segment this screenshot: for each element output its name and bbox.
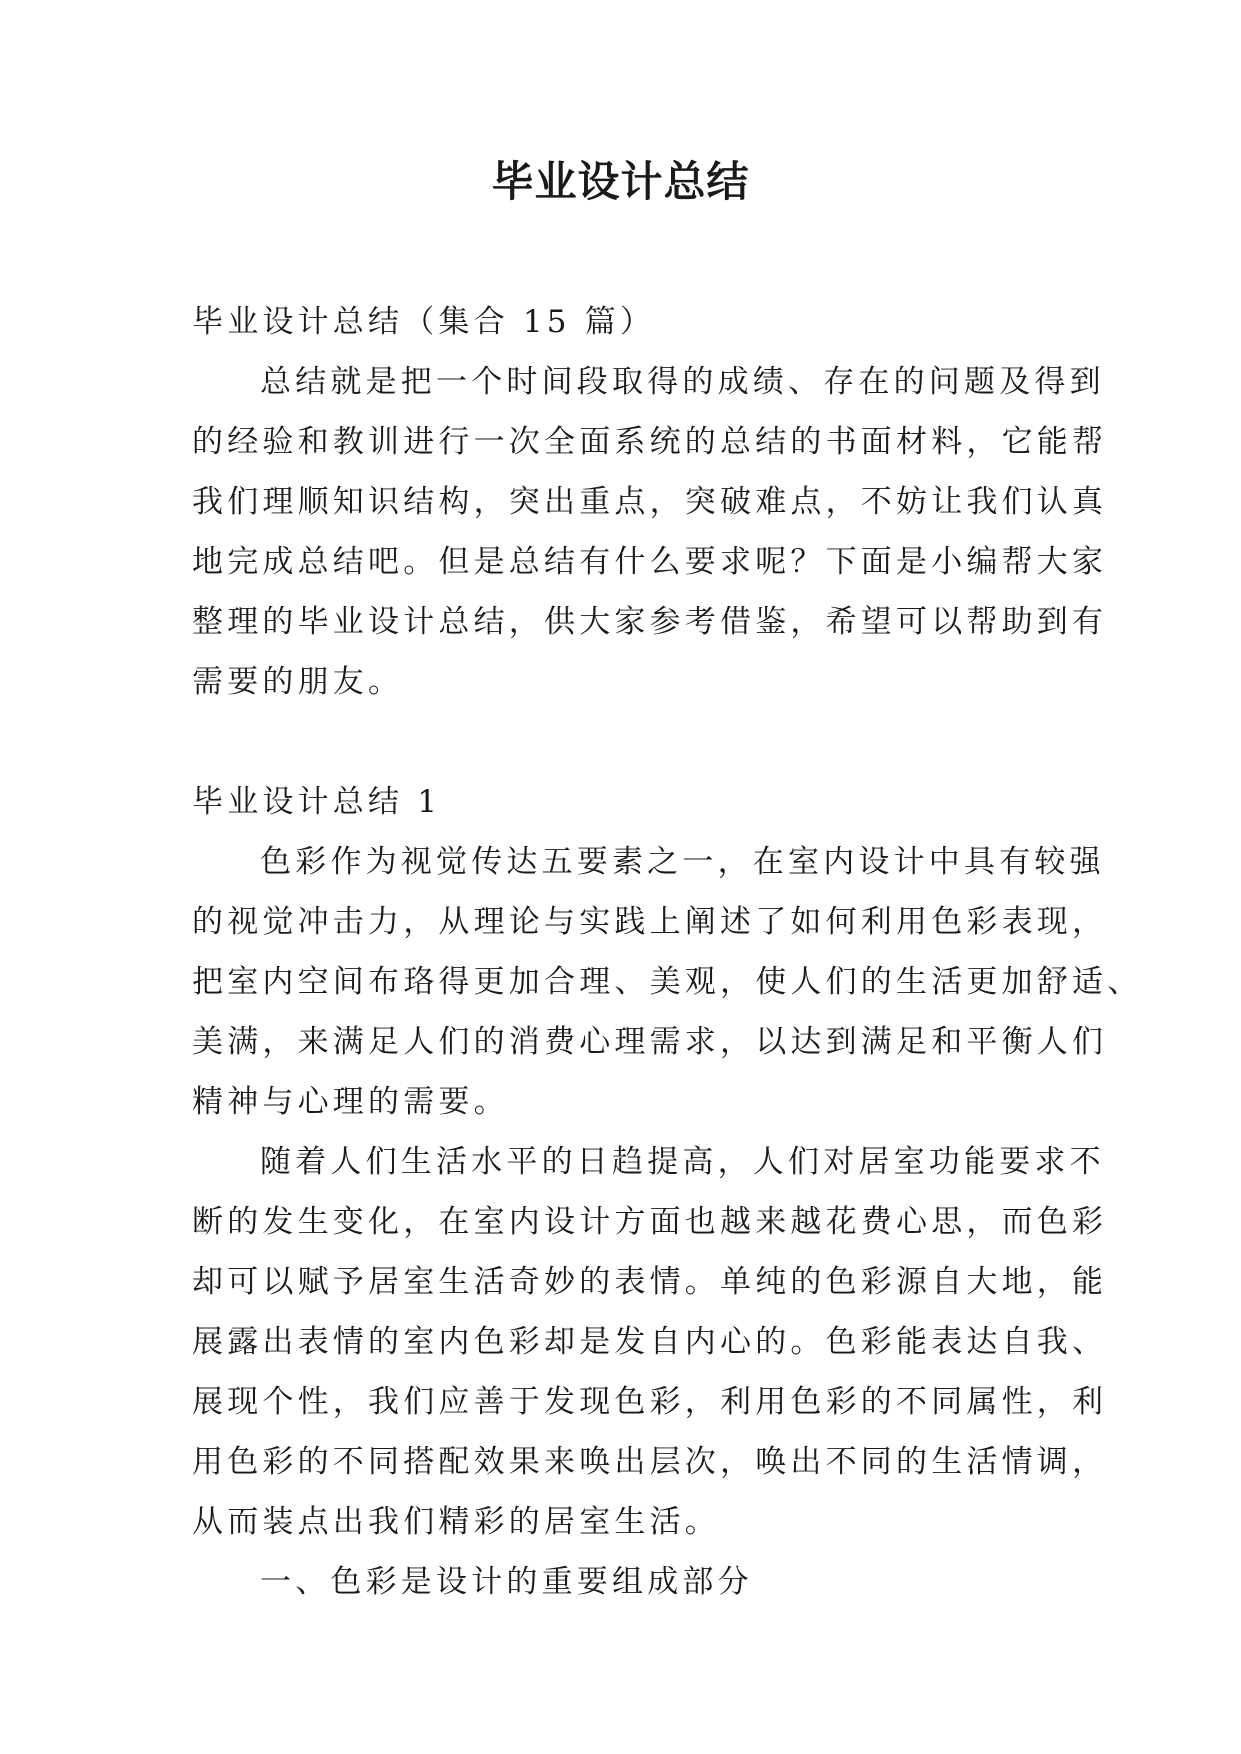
section-heading: 毕业设计总结 1: [192, 784, 442, 820]
text-line: 需要的朋友。: [192, 664, 404, 700]
section1-paragraph-2: [192, 1132, 1108, 1552]
text-line: 整理的毕业设计总结，供大家参考借鉴，希望可以帮助到有: [192, 604, 1108, 640]
document-subtitle: 毕业设计总结（集合 15 篇）: [192, 304, 656, 340]
intro-paragraph: [192, 352, 1108, 712]
paragraph-gap: [192, 712, 1068, 772]
text-line: 总结就是把一个时间段取得的成绩、存在的问题及得到: [260, 364, 1105, 400]
document-body: [192, 292, 1143, 1612]
text-line: 却可以赋予居室生活奇妙的表情。单纯的色彩源自大地，能: [192, 1264, 1108, 1300]
text-line: 展现个性，我们应善于发现色彩，利用色彩的不同属性，利: [192, 1384, 1108, 1420]
text-line: 把室内空间布珞得更加合理、美观，使人们的生活更加舒适、: [192, 964, 1143, 1000]
text-line: 用色彩的不同搭配效果来唤出层次，唤出不同的生活情调，: [192, 1444, 1108, 1480]
text-line: 从而装点出我们精彩的居室生活。: [192, 1504, 720, 1540]
text-line: 展露出表情的室内色彩却是发自内心的。色彩能表达自我、: [192, 1324, 1108, 1360]
subheading: 一、色彩是设计的重要组成部分: [260, 1564, 753, 1600]
text-line: 随着人们生活水平的日趋提高，人们对居室功能要求不: [260, 1144, 1105, 1180]
text-line: 色彩作为视觉传达五要素之一，在室内设计中具有较强: [260, 844, 1105, 880]
text-line: 精神与心理的需要。: [192, 1084, 509, 1120]
text-line: 美满，来满足人们的消费心理需求，以达到满足和平衡人们: [192, 1024, 1108, 1060]
section1-paragraph-1: [192, 832, 1143, 1132]
text-line: 的经验和教训进行一次全面系统的总结的书面材料，它能帮: [192, 424, 1108, 460]
page-title: 毕业设计总结: [491, 157, 750, 206]
text-line: 的视觉冲击力，从理论与实践上阐述了如何利用色彩表现，: [192, 904, 1108, 940]
text-line: 地完成总结吧。但是总结有什么要求呢？下面是小编帮大家: [192, 544, 1108, 580]
text-line: 断的发生变化，在室内设计方面也越来越花费心思，而色彩: [192, 1204, 1108, 1240]
text-line: 我们理顺知识结构，突出重点，突破难点，不妨让我们认真: [192, 484, 1108, 520]
